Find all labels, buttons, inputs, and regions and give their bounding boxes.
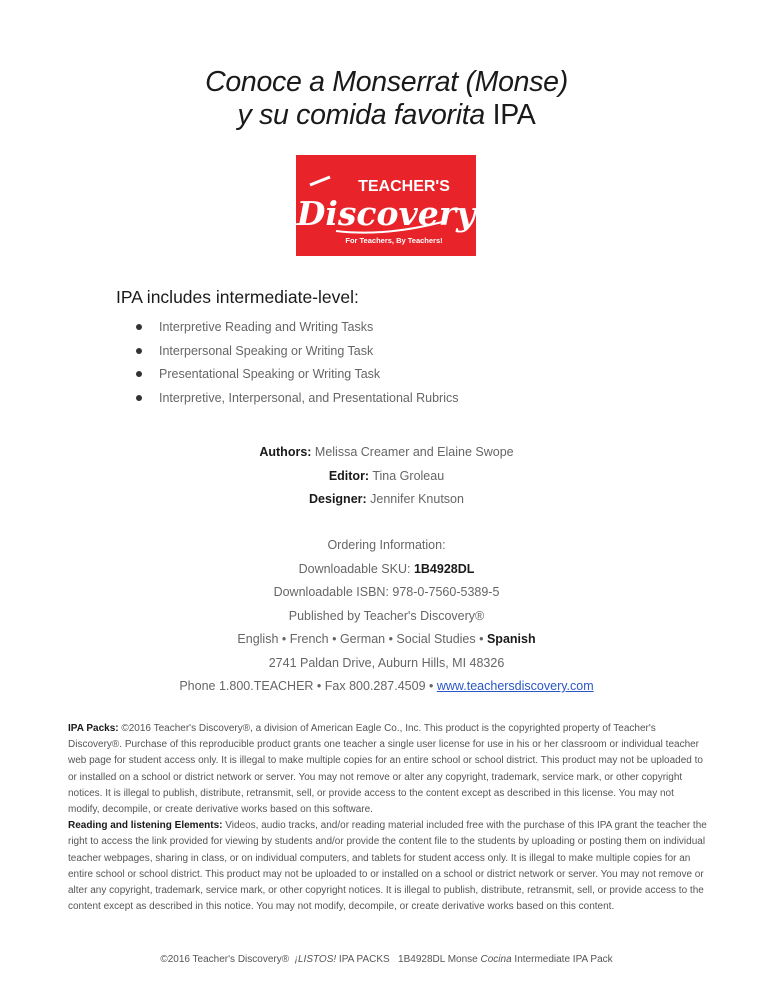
footer-sku-suffix: Intermediate IPA Pack — [511, 954, 613, 965]
isbn-line: Downloadable ISBN: 978-0-7560-5389-5 — [273, 585, 500, 599]
footer-sku-prefix: 1B4928DL Monse — [398, 954, 481, 965]
sku-value: 1B4928DL — [413, 561, 475, 576]
footer-copyright: ©2016 Teacher's Discovery® — [160, 954, 290, 965]
legal-notice — [68, 721, 708, 915]
sku-line — [0, 560, 773, 584]
page-title — [0, 66, 773, 132]
list-item: Presentational Speaking or Writing Task — [134, 365, 458, 389]
subjects-line — [0, 630, 773, 654]
ipa-packs-text: ©2016 Teacher's Discovery®, a division of American Eagle Co., Inc. This product is the copyrighted property of Teacher's Discovery®. Purchase of this reproducible product grants one teacher a single user license for use in his or her classroom or individual teacher web page for student access only. It is illegal to make multiple copies for an entire school or school district. This product may not be uploaded to or installed on a school or district network or server. You may not remove or alter any copyright, trademark, service mark, or other copyright notices. It is illegal to publish, distribute, retransmit, sell, or provide access to the content except as described in this license. You may not modify, decompile, or create derivative works based on this software. — [68, 723, 703, 816]
title-line-2-suffix: IPA — [484, 99, 536, 131]
contact-line — [0, 677, 773, 701]
footer-series-italic: ¡LISTOS! — [294, 954, 337, 965]
designer-value: Jennifer Knutson — [366, 492, 464, 506]
publisher-line: Published by Teacher's Discovery® — [288, 608, 485, 623]
subjects-highlight: Spanish — [486, 632, 536, 646]
sku-label: Downloadable SKU: — [298, 561, 414, 576]
authors-value: Melissa Creamer and Elaine Swope — [311, 445, 514, 459]
subjects-prefix: English • French • German • Social Studies • — [237, 632, 487, 646]
credits — [0, 443, 773, 514]
authors-label: Authors: — [259, 445, 312, 459]
logo-graphic — [296, 155, 476, 256]
reading-elements-label: Reading and listening Elements: — [68, 820, 223, 832]
ipa-packs-label: IPA Packs: — [68, 723, 119, 734]
reading-elements-paragraph — [68, 818, 708, 915]
footer-cocina-italic: Cocina — [480, 954, 512, 965]
editor-label: Editor: — [328, 468, 370, 483]
footer-series-rest: IPA PACKS — [336, 954, 390, 965]
teachers-discovery-logo — [296, 155, 476, 256]
designer-label: Designer: — [309, 492, 367, 506]
list-item: Interpretive, Interpersonal, and Presentational Rubrics — [134, 389, 458, 413]
logo-swoosh-icon — [310, 177, 330, 185]
reading-elements-text: Videos, audio tracks, and/or reading material included free with the purchase of this IPA grant the teacher the right to access the link provided for viewing by students and/or provide the content file to the students by uploading or posting them on individual teacher webpages, sharing in class, or on individual computers, and tablets for student access only. It is illegal to make multiple copies for an entire school or school district. This product may not be uploaded to or installed on a school or district network or server. You may not remove or alter any copyright, trademark, service mark, or other copyright notices. It is illegal to publish, distribute, retransmit, sell, or provide access to the content except as described in this notice. You may not modify, decompile, or create derivative works based on this content. — [68, 820, 707, 913]
title-line-1: Conoce a Monserrat (Monse) — [205, 66, 568, 98]
contact-text: Phone 1.800.TEACHER • Fax 800.287.4509 • — [179, 679, 437, 693]
editor-value: Tina Groleau — [369, 468, 445, 483]
ipa-items-list — [134, 318, 458, 412]
page-footer — [0, 953, 773, 967]
address-line: 2741 Paldan Drive, Auburn Hills, MI 48326 — [268, 655, 505, 670]
logo-top-text: TEACHER'S — [358, 178, 450, 195]
ipa-packs-paragraph — [68, 721, 708, 818]
title-line-2-italic: y su comida favorita — [237, 99, 485, 131]
designer-line — [0, 490, 773, 514]
ordering-info — [0, 536, 773, 701]
list-item: Interpersonal Speaking or Writing Task — [134, 342, 458, 366]
logo-tagline: For Teachers, By Teachers! — [345, 236, 443, 245]
logo-main-text: Discovery — [296, 194, 476, 233]
ordering-heading: Ordering Information: — [327, 538, 446, 552]
list-item: Interpretive Reading and Writing Tasks — [134, 318, 458, 342]
website-link[interactable]: www.teachersdiscovery.com — [436, 679, 594, 693]
authors-line — [0, 443, 773, 467]
editor-line — [0, 467, 773, 491]
ipa-heading: IPA includes intermediate-level: — [116, 287, 359, 307]
